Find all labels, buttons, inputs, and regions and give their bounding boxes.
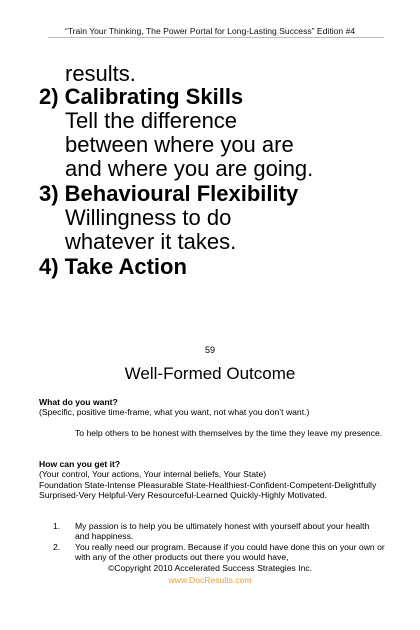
flexibility-line-2: whatever it takes. [65,229,237,254]
list-item-number: 1. [53,521,61,531]
list-item-number: 2. [53,542,61,552]
question-1-subtext: (Specific, positive time-frame, what you want, not what you don’t want.) [39,407,310,417]
footer-copyright: ©Copyright 2010 Accelerated Success Strategies Inc. [107,563,313,573]
list-item-text: My passion is to help you be ultimately honest with yourself about your health and happiness. [75,521,370,541]
calibrating-line-2: between where you are [65,132,294,157]
heading-take-action: 4) Take Action [39,254,187,279]
question-2-answer: Foundation State-Intense Pleasurable State-Healthiest-Confident-Competent-Delightfully Surprised-Very Helpful-Very Resourceful-Learned Quickly-Highly Motivated. [39,480,377,500]
footer-website-link[interactable]: www.DocResults.com [168,575,252,585]
list-item-text: You really need our program. Because if you could have done this on your own or with any of the other products out there you would have, [75,542,385,562]
calibrating-line-3: and where you are going. [65,156,314,181]
question-what-do-you-want: What do you want? [39,397,118,407]
calibrating-line-1: Tell the difference [65,108,238,133]
flexibility-line-1: Willingness to do [65,205,232,230]
page-number: 59 [204,345,215,355]
running-header: “Train Your Thinking, The Power Portal for Long-Lasting Success” Edition #4 [64,26,356,36]
question-1-answer: To help others to be honest with themselves by the time they leave my presence. [75,428,383,438]
continuation-line: results. [65,61,136,86]
question-2-subtext: (Your control, Your actions, Your internal beliefs, Your State) [39,469,267,479]
section-title: Well-Formed Outcome [124,364,296,383]
heading-calibrating-skills: 2) Calibrating Skills [39,84,244,109]
header-divider [48,37,384,38]
heading-behavioural-flexibility: 3) Behavioural Flexibility [39,181,299,206]
question-how-can-you-get-it: How can you get it? [39,459,121,469]
